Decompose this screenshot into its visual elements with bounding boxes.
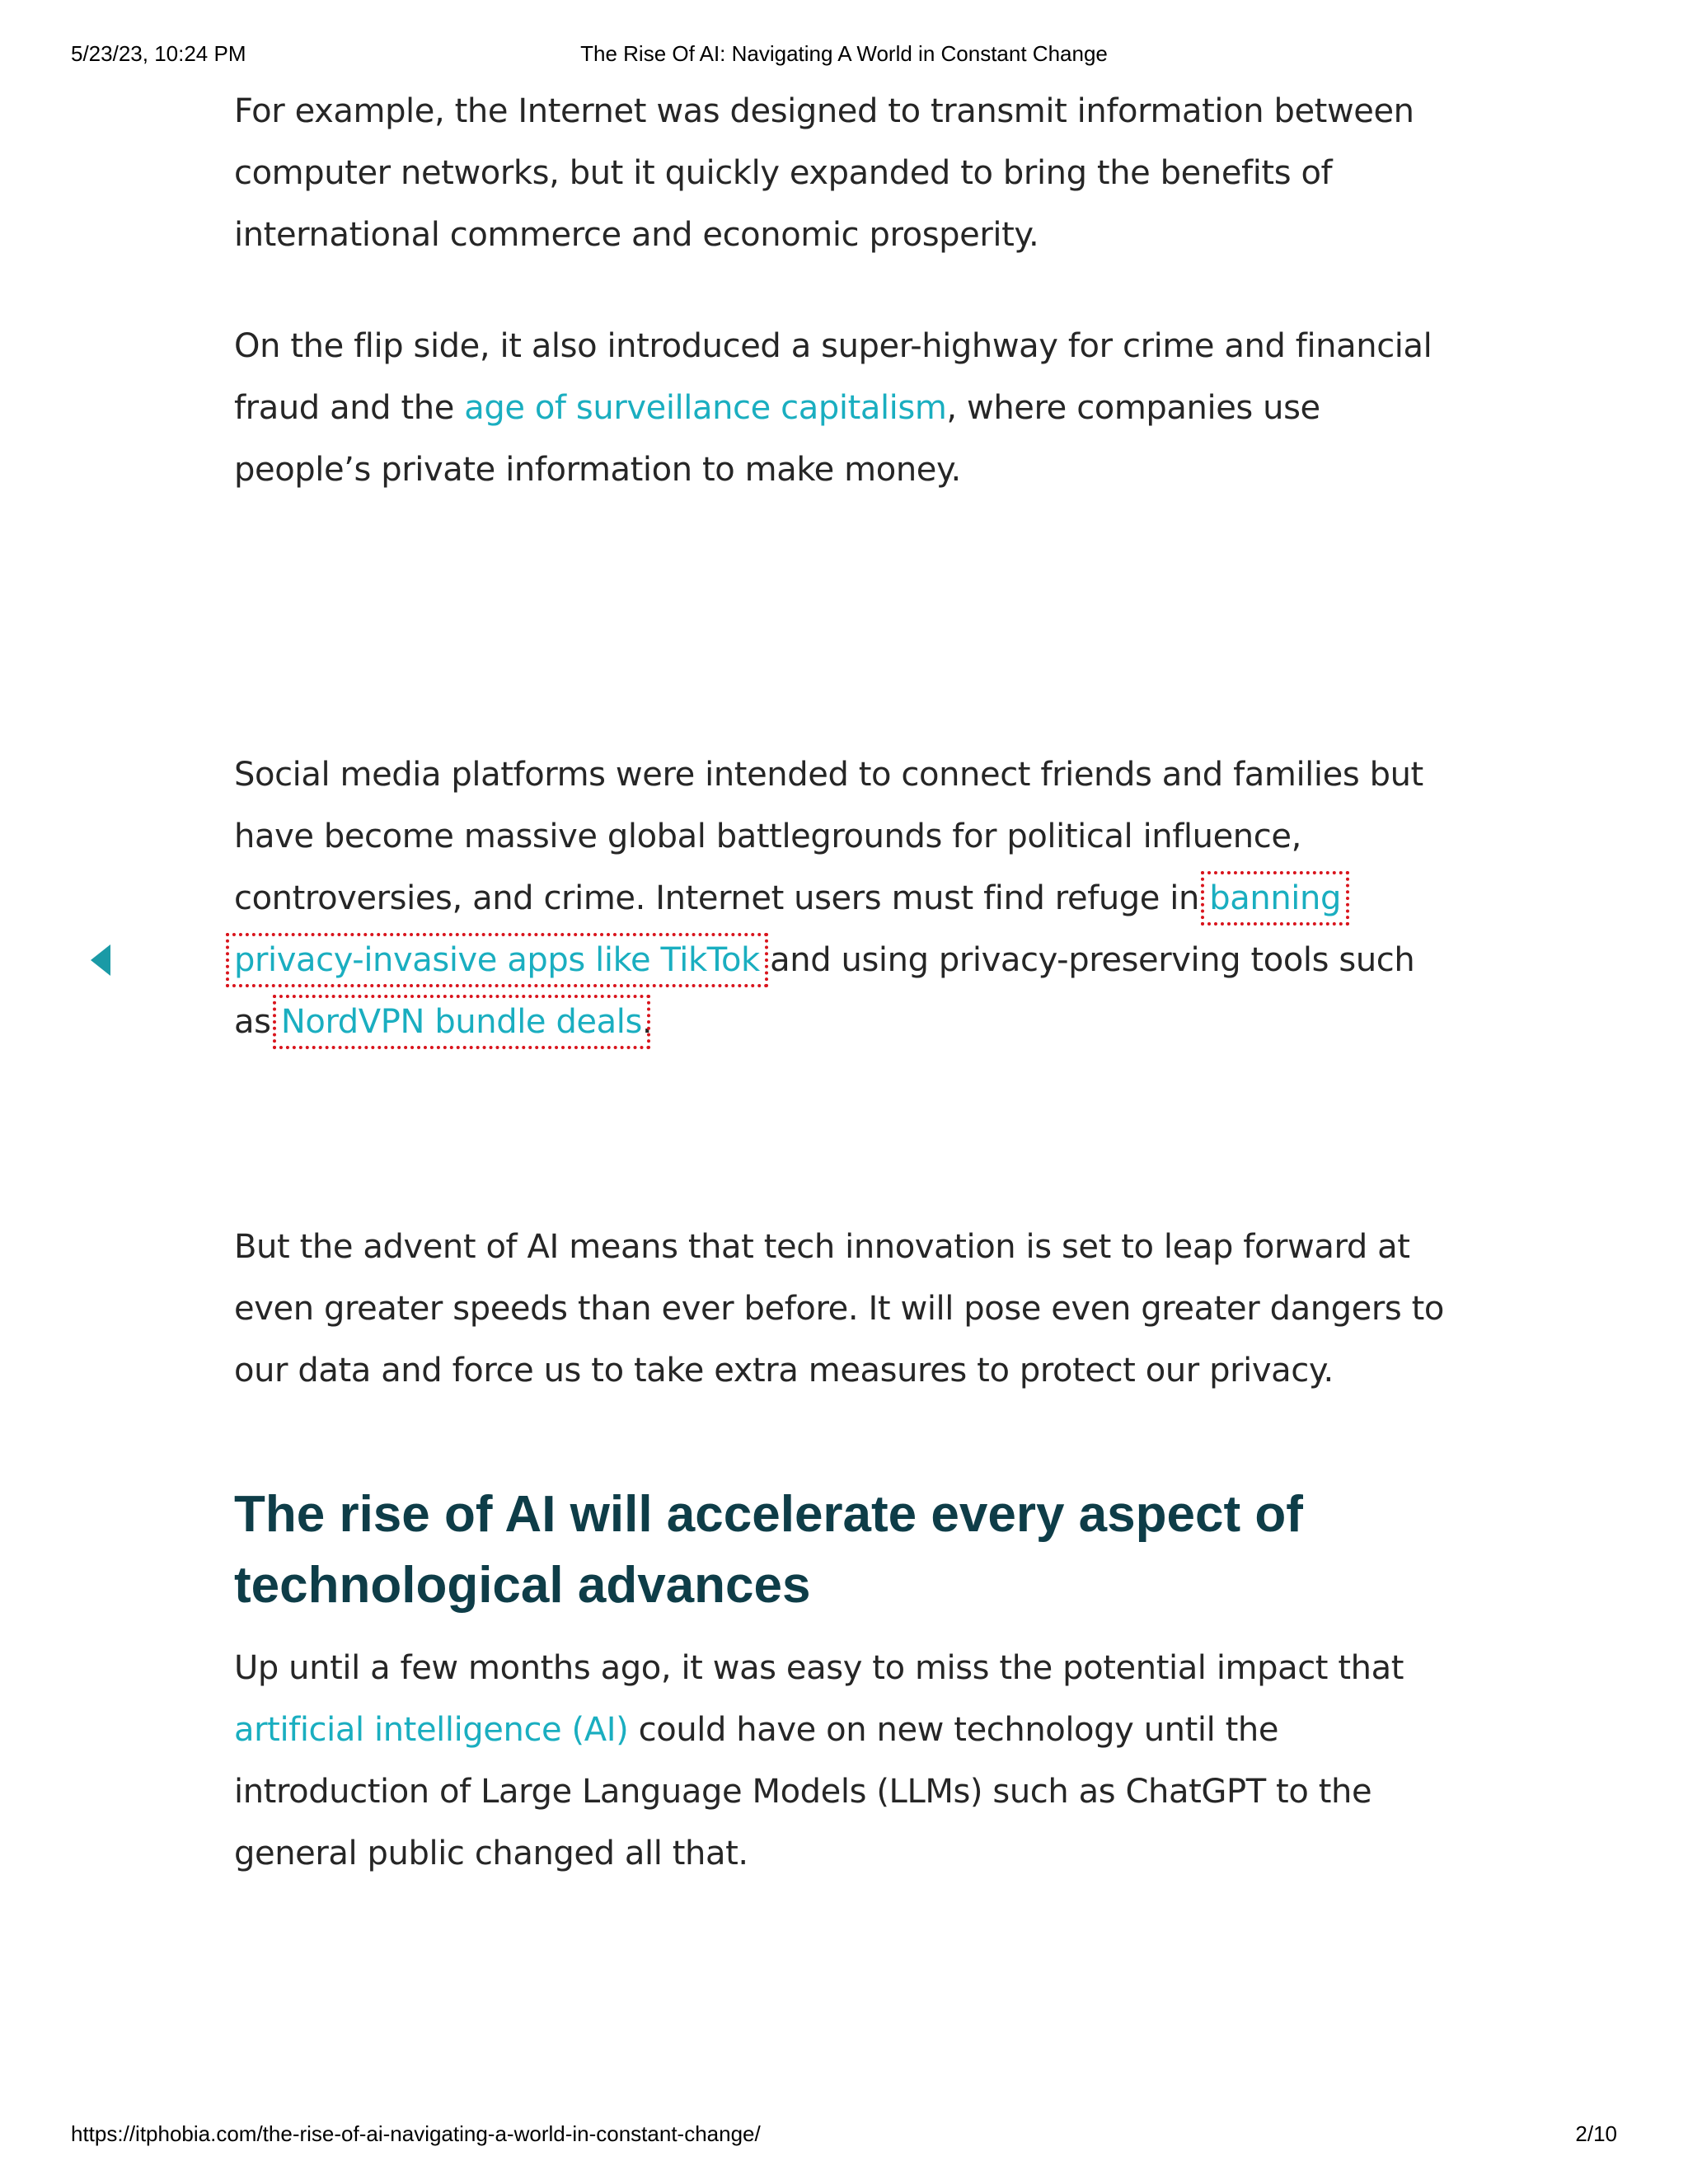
link-artificial-intelligence[interactable]: artificial intelligence (AI) bbox=[234, 1711, 629, 1749]
link-privacy-invasive-apps[interactable]: privacy-invasive apps like TikTok bbox=[234, 941, 760, 979]
text-segment: , where companies use bbox=[946, 389, 1320, 427]
print-url: https://itphobia.com/the-rise-of-ai-navigating-a-world-in-constant-change/ bbox=[71, 2121, 761, 2146]
text-line: But the advent of AI means that tech innovation is set to leap forward at bbox=[234, 1228, 1410, 1266]
paragraph-flip-side bbox=[234, 316, 1470, 501]
text-line bbox=[234, 991, 1470, 1053]
text-line bbox=[234, 377, 1470, 439]
text-line: Social media platforms were intended to connect friends and families but bbox=[234, 756, 1423, 794]
link-nordvpn-deals[interactable]: NordVPN bundle deals bbox=[280, 1003, 642, 1041]
paragraph-social-media bbox=[234, 744, 1470, 1053]
text-line: For example, the Internet was designed to transmit information between bbox=[234, 92, 1414, 130]
text-line bbox=[234, 930, 1470, 991]
link-banning-apps[interactable]: banning bbox=[1209, 879, 1341, 917]
heading-line: The rise of AI will accelerate every aspect of bbox=[234, 1486, 1303, 1543]
page-number: 2/10 bbox=[1575, 2121, 1617, 2146]
text-line bbox=[234, 1699, 1470, 1761]
link-surveillance-capitalism[interactable]: age of surveillance capitalism bbox=[464, 389, 947, 427]
text-line: people’s private information to make money. bbox=[234, 451, 961, 489]
paragraph-advent-of-ai bbox=[234, 1216, 1470, 1402]
text-line: even greater speeds than ever before. It will pose even greater dangers to bbox=[234, 1290, 1444, 1328]
text-segment: and using privacy-preserving tools such bbox=[759, 941, 1415, 979]
text-segment: controversies, and crime. Internet users must find refuge in bbox=[234, 879, 1210, 917]
text-line: computer networks, but it quickly expanded to bring the benefits of bbox=[234, 154, 1333, 192]
paragraph-llms bbox=[234, 1638, 1470, 1885]
text-line: general public changed all that. bbox=[234, 1835, 748, 1872]
heading-line: technological advances bbox=[234, 1557, 811, 1614]
text-line: have become massive global battlegrounds for political influence, bbox=[234, 818, 1301, 855]
text-line: On the flip side, it also introduced a super-highway for crime and financial bbox=[234, 327, 1432, 365]
text-line: international commerce and economic prosperity. bbox=[234, 216, 1039, 254]
text-segment: . bbox=[641, 1003, 653, 1041]
text-line: our data and force us to take extra measures to protect our privacy. bbox=[234, 1352, 1334, 1390]
paragraph-internet bbox=[234, 81, 1470, 266]
text-segment: as bbox=[234, 1003, 281, 1041]
text-segment: fraud and the bbox=[234, 389, 465, 427]
section-heading bbox=[234, 1479, 1470, 1621]
text-segment: could have on new technology until the bbox=[628, 1711, 1279, 1749]
print-page-title: The Rise Of AI: Navigating A World in Constant Change bbox=[580, 41, 1108, 66]
text-line: Up until a few months ago, it was easy to miss the potential impact that bbox=[234, 1649, 1404, 1687]
chevron-left-icon[interactable] bbox=[91, 944, 110, 976]
print-date: 5/23/23, 10:24 PM bbox=[71, 41, 246, 66]
text-line: introduction of Large Language Models (LLMs) such as ChatGPT to the bbox=[234, 1773, 1372, 1811]
text-line bbox=[234, 868, 1470, 930]
